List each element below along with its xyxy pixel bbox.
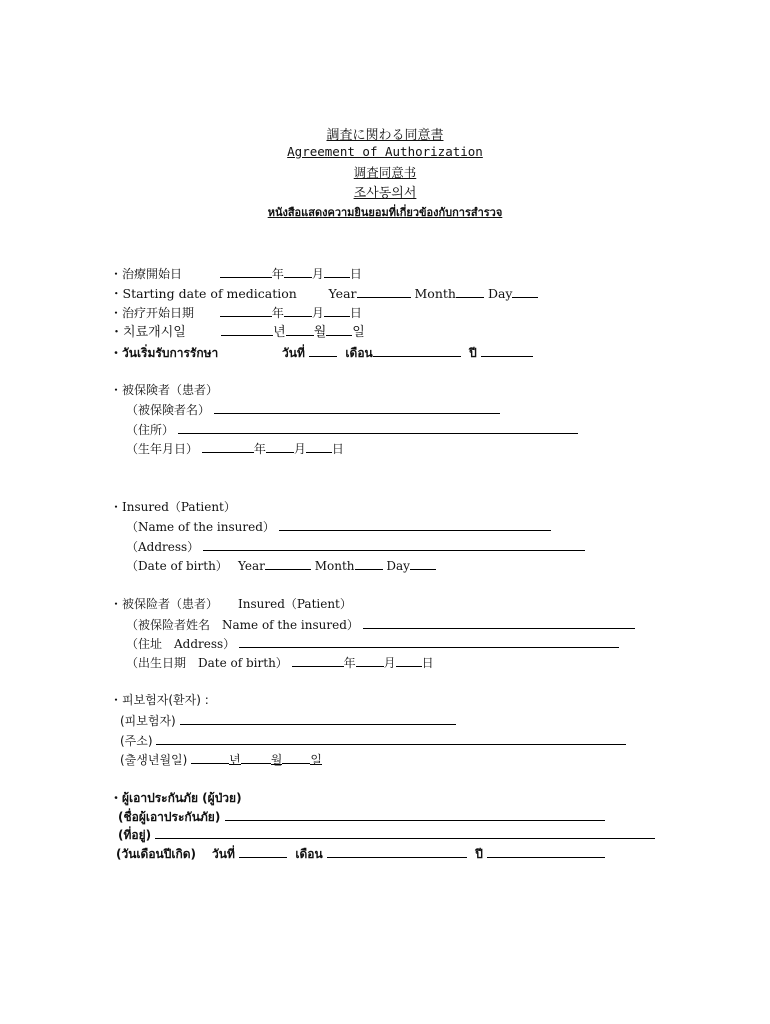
day-label: 日 <box>349 306 362 320</box>
year-label: 年 <box>271 306 284 320</box>
year-label: 年 <box>253 442 266 456</box>
zh-insured-address-label: （住址 Address） <box>126 637 236 651</box>
zh-insured-name-row <box>126 616 635 633</box>
bullet: ・ <box>110 325 124 340</box>
title-english: Agreement of Authorization <box>287 144 483 159</box>
ja-insured-birth-row <box>126 440 344 457</box>
year-label: Year <box>328 286 357 301</box>
year-field[interactable] <box>220 304 272 317</box>
th-insured-name-label: (ชื่อผู้เอาประกันภัย) <box>118 810 221 824</box>
day-field[interactable] <box>324 265 350 278</box>
day-field[interactable] <box>324 304 350 317</box>
month-label: 月 <box>293 442 306 456</box>
year-field[interactable] <box>481 344 533 357</box>
month-field[interactable] <box>355 557 383 570</box>
en-insured-address-label: （Address） <box>126 540 200 554</box>
title-korean: 조사동의서 <box>353 186 417 201</box>
zh-insured-name-field[interactable] <box>363 616 635 629</box>
day-field[interactable] <box>239 845 287 858</box>
day-label: วันที่ <box>212 847 235 861</box>
bullet: ・ <box>110 346 123 360</box>
ja-insured-address-row <box>126 421 578 438</box>
year-label: Year <box>238 559 265 573</box>
day-label: 日 <box>349 267 362 281</box>
zh-insured-birth-row <box>126 654 434 671</box>
bullet: ・ <box>110 306 123 320</box>
year-label: 年 <box>271 267 284 281</box>
zh-insured-birth-label: （出生日期 Date of birth） <box>126 656 288 670</box>
day-label: 日 <box>421 656 434 670</box>
day-label: 日 <box>331 442 344 456</box>
ja-insured-name-row <box>126 401 500 418</box>
ja-insured-birth-label: （生年月日） <box>126 442 199 456</box>
month-label: 월 <box>270 753 283 767</box>
zh-insured-address-row <box>126 635 619 652</box>
ja-insured-header: ・被保険者（患者） <box>110 383 219 397</box>
start-date-en-label: Starting date of medication <box>122 286 297 301</box>
en-insured-name-field[interactable] <box>279 518 551 531</box>
start-date-zh-label: 治疗开始日期 <box>122 306 195 320</box>
en-insured-name-label: （Name of the insured） <box>126 520 275 534</box>
ja-insured-name-field[interactable] <box>214 401 500 414</box>
title-japanese: 調査に関わる同意書 <box>326 128 444 143</box>
month-field[interactable] <box>241 751 271 764</box>
month-field[interactable] <box>284 304 312 317</box>
ko-insured-address-row <box>120 732 626 749</box>
month-label: เดือน <box>295 847 323 861</box>
start-date-ja-label: 治療開始日 <box>122 267 183 281</box>
day-field[interactable] <box>282 751 310 764</box>
ko-insured-address-label: (주소) <box>120 734 153 748</box>
start-date-zh-row <box>110 304 362 321</box>
year-field[interactable] <box>292 654 344 667</box>
bullet: ・ <box>110 267 123 281</box>
en-insured-address-field[interactable] <box>203 538 585 551</box>
zh-insured-name-label: （被保险者姓名 Name of the insured） <box>126 618 359 632</box>
th-insured-name-row <box>118 808 605 825</box>
ko-insured-header: ・피보험자(환자) : <box>110 693 209 707</box>
month-label: 월 <box>313 325 327 340</box>
month-field[interactable] <box>266 440 294 453</box>
year-field[interactable] <box>265 557 311 570</box>
th-insured-name-field[interactable] <box>225 808 605 821</box>
start-date-th-row <box>110 344 533 361</box>
month-field[interactable] <box>356 654 384 667</box>
month-field[interactable] <box>327 845 467 858</box>
th-insured-address-field[interactable] <box>155 826 655 839</box>
month-field[interactable] <box>284 265 312 278</box>
ko-insured-birth-row <box>120 751 322 768</box>
year-field[interactable] <box>202 440 254 453</box>
month-label: Month <box>314 559 355 573</box>
title-thai: หนังสือแสดงความยินยอมที่เกี่ยวข้องกับการสำรวจ <box>267 206 503 219</box>
ko-insured-name-field[interactable] <box>180 712 456 725</box>
day-label: 일 <box>310 753 322 767</box>
th-insured-address-label: (ที่อยู่) <box>118 828 152 842</box>
year-field[interactable] <box>221 323 273 336</box>
ko-insured-name-row <box>120 712 456 729</box>
month-label: 月 <box>383 656 396 670</box>
title-chinese: 调査同意书 <box>353 165 417 180</box>
ko-insured-name-label: (피보험자) <box>120 714 176 728</box>
start-date-ko-label: 치료개시일 <box>123 325 186 340</box>
th-insured-birth-label: (วันเดือนปีเกิด) <box>116 847 196 861</box>
start-date-ko-row <box>110 323 365 341</box>
start-date-en-row <box>110 285 538 302</box>
day-field[interactable] <box>512 285 538 298</box>
th-insured-header: ・ผู้เอาประกันภัย (ผู้ป่วย) <box>110 791 242 805</box>
zh-insured-header-en: Insured（Patient） <box>238 597 352 611</box>
ja-insured-name-label: （被保険者名） <box>126 403 211 417</box>
year-field[interactable] <box>357 285 411 298</box>
year-label: ปี <box>469 346 477 360</box>
year-field[interactable] <box>220 265 272 278</box>
zh-insured-address-field[interactable] <box>239 635 619 648</box>
day-label: Day <box>386 559 410 573</box>
month-label: 月 <box>311 306 324 320</box>
year-field[interactable] <box>191 751 229 764</box>
month-field[interactable] <box>373 344 461 357</box>
en-insured-header: ・Insured（Patient） <box>110 500 236 514</box>
en-insured-birth-label: （Date of birth） <box>126 559 228 573</box>
year-label: 年 <box>343 656 356 670</box>
start-date-th-label: วันเริ่มรับการรักษา <box>122 346 219 360</box>
year-label: ปี <box>475 847 483 861</box>
month-label: 月 <box>311 267 324 281</box>
bullet: ・ <box>110 286 123 301</box>
day-label: 일 <box>352 325 365 340</box>
day-field[interactable] <box>306 440 332 453</box>
year-label: 년 <box>229 753 241 767</box>
day-label: วันที่ <box>282 346 305 360</box>
en-insured-address-row <box>126 538 585 555</box>
en-insured-birth-row <box>126 557 436 574</box>
month-label: Month <box>414 286 456 301</box>
th-insured-address-row <box>118 826 655 843</box>
ja-insured-address-label: （住所） <box>126 423 175 437</box>
day-field[interactable] <box>410 557 436 570</box>
zh-insured-header-row <box>110 596 352 612</box>
month-label: เดือน <box>345 346 373 360</box>
year-field[interactable] <box>487 845 605 858</box>
day-field[interactable] <box>326 323 352 336</box>
year-label: 년 <box>273 325 286 340</box>
ko-insured-address-field[interactable] <box>156 732 626 745</box>
ja-insured-address-field[interactable] <box>178 421 578 434</box>
ko-insured-birth-label: (출생년월일) <box>120 753 188 767</box>
start-date-ja-row <box>110 265 362 282</box>
day-field[interactable] <box>396 654 422 667</box>
day-field[interactable] <box>309 344 337 357</box>
en-insured-name-row <box>126 518 551 535</box>
th-insured-birth-row <box>116 845 605 862</box>
month-field[interactable] <box>286 323 314 336</box>
month-field[interactable] <box>456 285 484 298</box>
zh-insured-header: ・被保险者（患者） <box>110 597 219 611</box>
day-label: Day <box>487 286 513 301</box>
